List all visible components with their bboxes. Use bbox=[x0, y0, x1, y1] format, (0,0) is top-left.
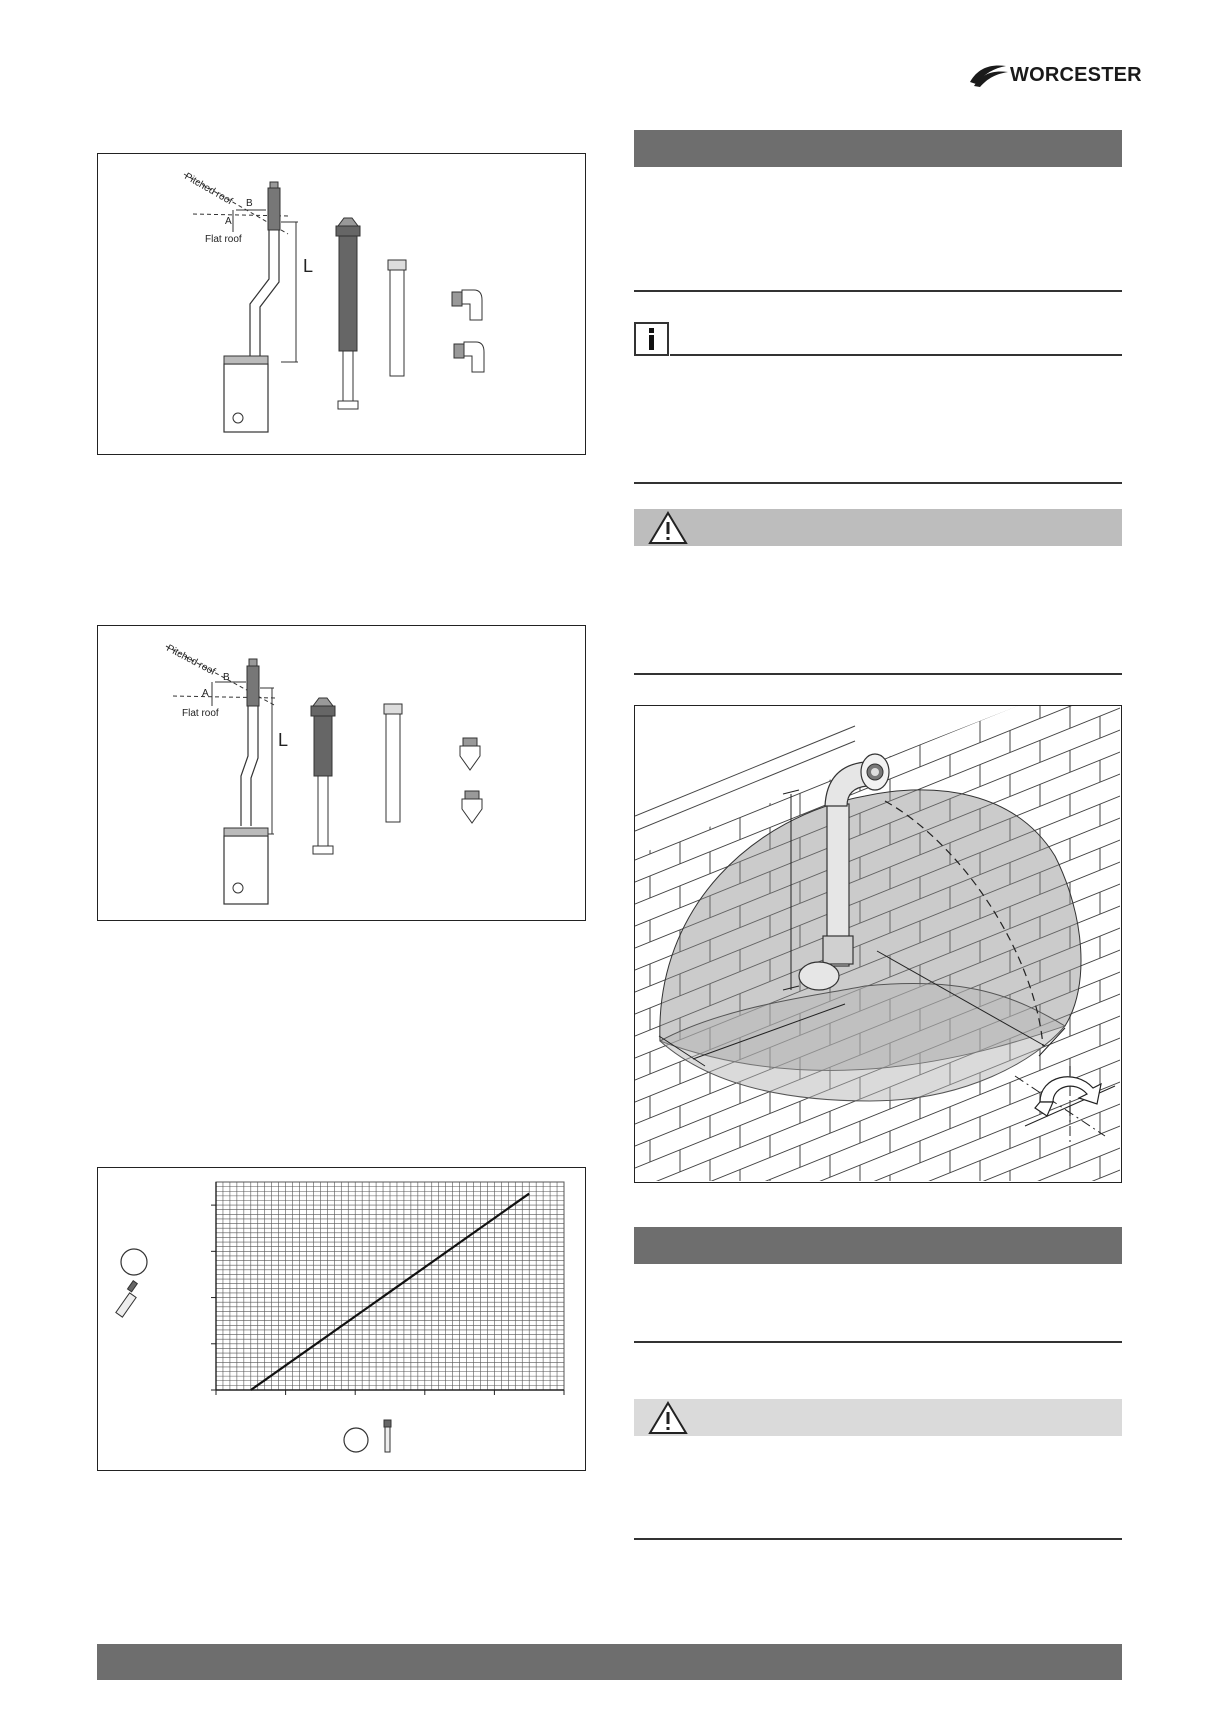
divider-1 bbox=[634, 290, 1122, 292]
figure-vertical-flue-90 bbox=[97, 153, 586, 455]
label-l: L bbox=[278, 730, 289, 750]
elbow-45-icon bbox=[460, 738, 480, 770]
label-flat-roof: Flat roof bbox=[182, 708, 219, 719]
info-icon bbox=[634, 322, 670, 356]
horizontal-flue-icon bbox=[116, 1249, 147, 1317]
brand-swoosh-icon bbox=[968, 62, 1010, 88]
elbow-90-icon bbox=[454, 342, 484, 372]
vertical-flue-icon bbox=[344, 1420, 391, 1452]
divider-3 bbox=[634, 673, 1122, 675]
info-notice bbox=[634, 322, 1122, 356]
elbow-45-icon bbox=[462, 791, 482, 823]
vertical-flue-terminal-icon bbox=[311, 698, 335, 854]
extension-pipe-icon bbox=[388, 260, 406, 376]
brand-logo bbox=[968, 62, 1142, 88]
divider-5 bbox=[634, 1538, 1122, 1540]
label-flat-roof: Flat roof bbox=[205, 234, 242, 245]
label-a: A bbox=[202, 688, 209, 699]
elbow-90-icon bbox=[452, 290, 482, 320]
info-notice-underline bbox=[670, 354, 1122, 356]
label-b: B bbox=[223, 672, 230, 683]
length-chart bbox=[98, 1168, 584, 1469]
warning-icon bbox=[646, 510, 690, 546]
figure-wall-flue-rotation-drawing bbox=[635, 706, 1120, 1181]
label-l: L bbox=[303, 256, 314, 276]
warning-icon bbox=[646, 1400, 690, 1436]
divider-2 bbox=[634, 482, 1122, 484]
label-b: B bbox=[246, 198, 253, 209]
section-header-bar-1 bbox=[634, 130, 1122, 167]
figure-vertical-flue-45 bbox=[97, 625, 586, 921]
figure-length-chart bbox=[97, 1167, 586, 1471]
label-a: A bbox=[225, 216, 232, 227]
label-pitched-roof: Pitched roof bbox=[182, 171, 235, 208]
section-header-bar-2 bbox=[634, 1227, 1122, 1264]
figure-vertical-flue-45-drawing bbox=[98, 626, 584, 919]
brand-name: WORCESTER bbox=[1010, 63, 1142, 86]
warning-bar-2 bbox=[634, 1399, 1122, 1436]
warning-bar-1 bbox=[634, 509, 1122, 546]
divider-4 bbox=[634, 1341, 1122, 1343]
footer-bar bbox=[97, 1644, 1122, 1680]
label-pitched-roof: Pitched roof bbox=[164, 642, 217, 678]
vertical-flue-terminal-icon bbox=[336, 218, 360, 409]
figure-wall-flue-rotation bbox=[634, 705, 1122, 1183]
figure-vertical-flue-90-drawing bbox=[98, 154, 584, 453]
extension-pipe-icon bbox=[384, 704, 402, 822]
